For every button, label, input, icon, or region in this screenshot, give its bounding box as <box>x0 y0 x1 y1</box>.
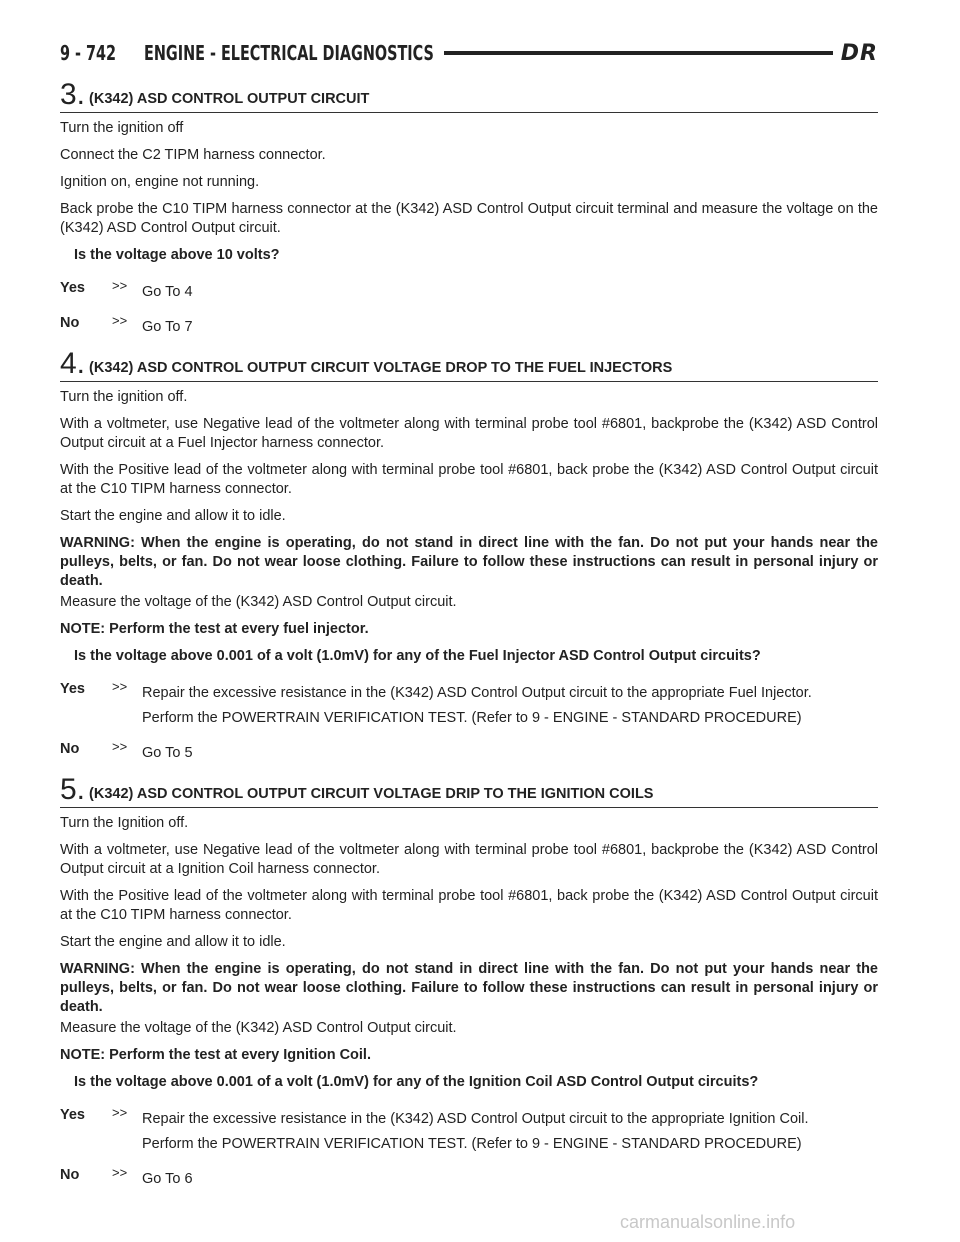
step-number: 4. <box>60 347 86 380</box>
answer-action: Go To 7 <box>142 319 193 335</box>
instruction: Measure the voltage of the (K342) ASD Control Output circuit. <box>60 594 457 610</box>
test-step-3 <box>60 80 878 343</box>
answer-no <box>60 740 878 769</box>
yes-label: Yes <box>60 1107 85 1123</box>
instruction: Turn the ignition off. <box>60 389 188 405</box>
answer-action: Repair the excessive resistance in the (K342) ASD Control Output circuit to the appropriate Ignition Coil. <box>142 1111 809 1127</box>
answer-action: Repair the excessive resistance in the (K342) ASD Control Output circuit to the appropriate Fuel Injector. <box>142 685 812 701</box>
instruction: Ignition on, engine not running. <box>60 174 260 190</box>
arrow-icon: >> <box>112 1105 128 1120</box>
watermark: carmanualsonline.info <box>620 1212 796 1232</box>
header-rule <box>444 51 833 55</box>
no-label: No <box>60 1167 80 1183</box>
step-heading <box>60 775 878 805</box>
step-heading <box>60 349 878 379</box>
instruction: With a voltmeter, use Negative lead of the voltmeter along with terminal probe tool #6801, backprobe the (K342) ASD Control Output circuit at a Ignition Coil harness connector. <box>60 842 878 877</box>
yes-label: Yes <box>60 681 85 697</box>
document-body <box>60 76 878 1201</box>
arrow-icon: >> <box>112 1165 128 1180</box>
answer-action: Go To 4 <box>142 284 193 300</box>
yes-label: Yes <box>60 280 85 296</box>
answer-action: Perform the POWERTRAIN VERIFICATION TEST. (Refer to 9 - ENGINE - STANDARD PROCEDURE) <box>142 710 802 726</box>
instruction: Turn the Ignition off. <box>60 815 189 831</box>
step-heading <box>60 80 878 110</box>
test-question: Is the voltage above 0.001 of a volt (1.0mV) for any of the Ignition Coil ASD Control Output circuits? <box>74 1074 759 1090</box>
step-title: (K342) ASD CONTROL OUTPUT CIRCUIT <box>89 91 370 107</box>
test-step-4 <box>60 349 878 769</box>
instruction: With a voltmeter, use Negative lead of the voltmeter along with terminal probe tool #6801, backprobe the (K342) ASD Control Output circuit at a Fuel Injector harness connector. <box>60 416 878 451</box>
test-step-5 <box>60 775 878 1195</box>
step-title: (K342) ASD CONTROL OUTPUT CIRCUIT VOLTAGE DRIP TO THE IGNITION COILS <box>89 786 654 802</box>
chapter-title: ENGINE - ELECTRICAL DIAGNOSTICS <box>144 41 434 65</box>
step-number: 5. <box>60 773 86 806</box>
answer-yes <box>60 1106 878 1160</box>
instruction: Start the engine and allow it to idle. <box>60 934 286 950</box>
answer-no <box>60 1166 878 1195</box>
no-label: No <box>60 315 80 331</box>
instruction: With the Positive lead of the voltmeter along with terminal probe tool #6801, back probe the (K342) ASD Control Output circuit at the C10 TIPM harness connector. <box>60 462 878 497</box>
arrow-icon: >> <box>112 278 128 293</box>
instruction: Connect the C2 TIPM harness connector. <box>60 147 326 163</box>
step-rule <box>60 112 878 113</box>
test-question: Is the voltage above 0.001 of a volt (1.0mV) for any of the Fuel Injector ASD Control Output circuits? <box>74 648 761 664</box>
warning-text: WARNING: When the engine is operating, do not stand in direct line with the fan. Do not put your hands near the pulleys, belts, or fan. Do not wear loose clothing. Failure to follow these instructions can result in personal injury or death. <box>60 961 878 1015</box>
instruction: Turn the ignition off <box>60 120 184 136</box>
arrow-icon: >> <box>112 679 128 694</box>
step-rule <box>60 807 878 808</box>
instruction: Measure the voltage of the (K342) ASD Control Output circuit. <box>60 1020 457 1036</box>
step-rule <box>60 381 878 382</box>
note-text: NOTE: Perform the test at every Ignition Coil. <box>60 1047 371 1063</box>
arrow-icon: >> <box>112 739 128 754</box>
answer-yes <box>60 680 878 734</box>
arrow-icon: >> <box>112 313 128 328</box>
no-label: No <box>60 741 80 757</box>
answer-action: Perform the POWERTRAIN VERIFICATION TEST. (Refer to 9 - ENGINE - STANDARD PROCEDURE) <box>142 1136 802 1152</box>
model-code: DR <box>840 40 878 66</box>
page-number: 9 - 742 <box>60 41 117 65</box>
test-question: Is the voltage above 10 volts? <box>74 247 280 263</box>
instruction: Start the engine and allow it to idle. <box>60 508 286 524</box>
answer-yes <box>60 279 878 308</box>
page-header <box>60 38 878 68</box>
answer-action: Go To 6 <box>142 1171 193 1187</box>
step-number: 3. <box>60 78 86 111</box>
answer-no <box>60 314 878 343</box>
answer-action: Go To 5 <box>142 745 193 761</box>
instruction: With the Positive lead of the voltmeter along with terminal probe tool #6801, back probe the (K342) ASD Control Output circuit at the C10 TIPM harness connector. <box>60 888 878 923</box>
warning-text: WARNING: When the engine is operating, do not stand in direct line with the fan. Do not put your hands near the pulleys, belts, or fan. Do not wear loose clothing. Failure to follow these instructions can result in personal injury or death. <box>60 535 878 589</box>
step-title: (K342) ASD CONTROL OUTPUT CIRCUIT VOLTAGE DROP TO THE FUEL INJECTORS <box>89 360 673 376</box>
note-text: NOTE: Perform the test at every fuel injector. <box>60 621 369 637</box>
instruction: Back probe the C10 TIPM harness connector at the (K342) ASD Control Output circuit terminal and measure the voltage on the (K342) ASD Control Output circuit. <box>60 201 878 236</box>
